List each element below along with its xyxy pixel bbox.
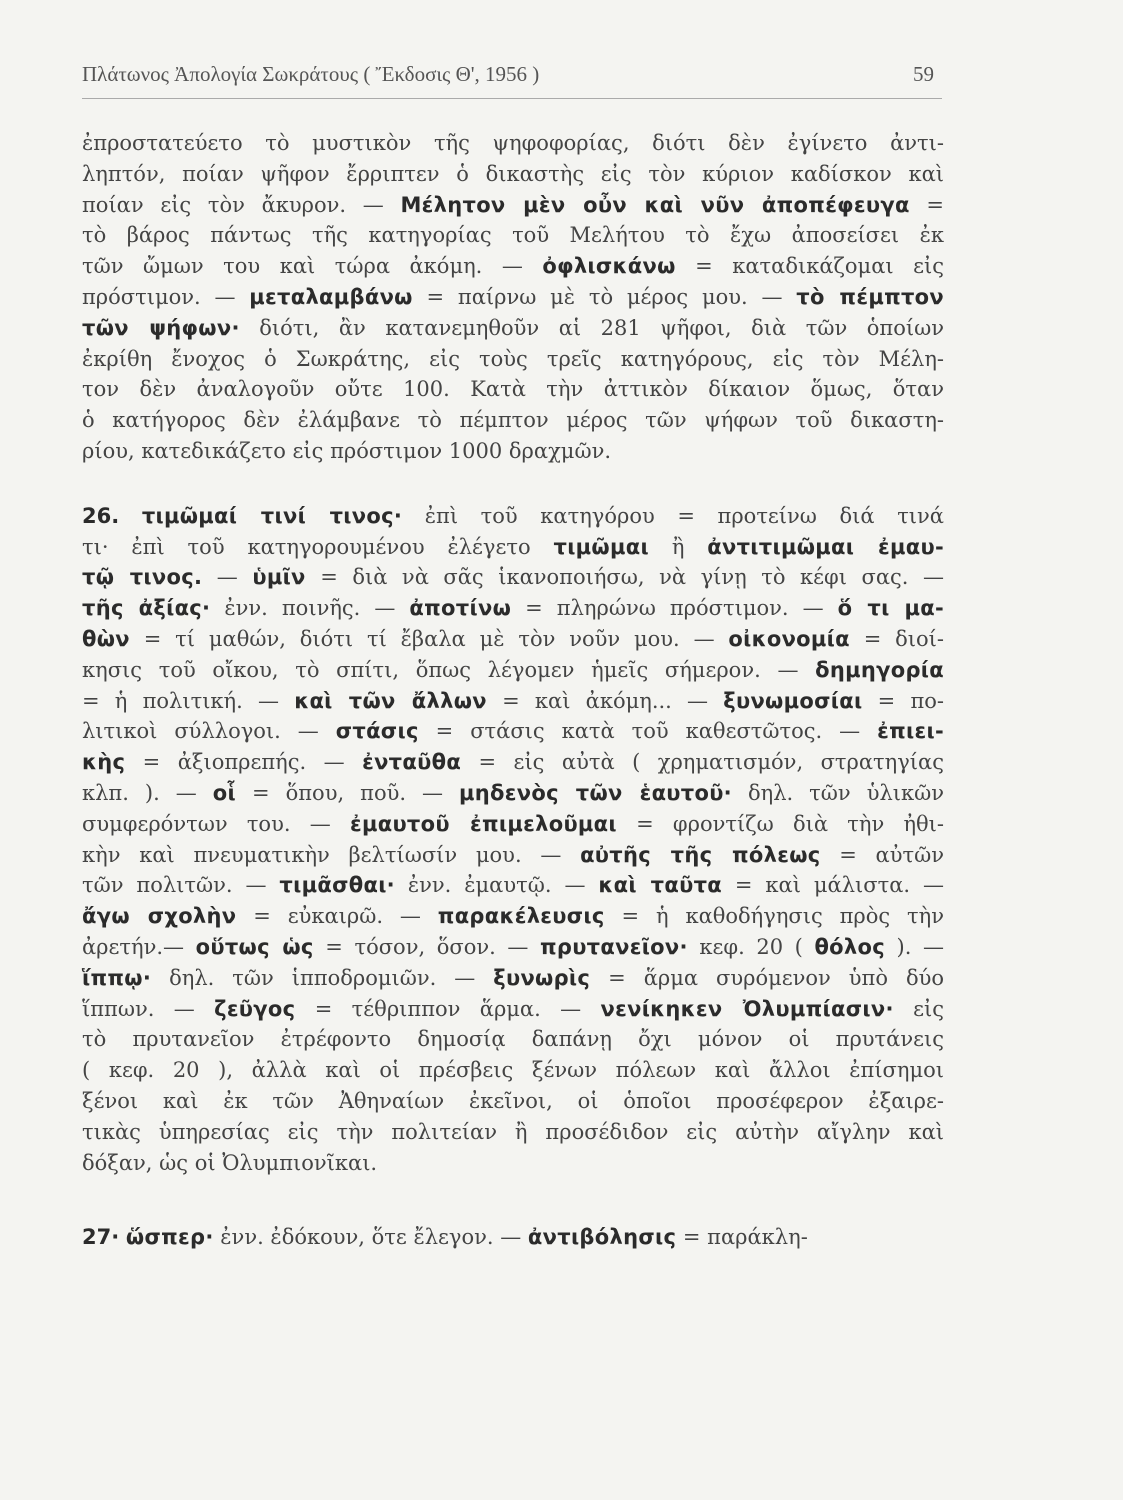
text-line (82, 374, 944, 405)
text-line (82, 1055, 944, 1086)
line-text: = καὶ ἀκόμη... — (486, 688, 724, 713)
line-text: ξένοι καὶ ἐκ τῶν Ἀθηναίων ἐκεῖνοι, οἱ ὁποῖοι προσέφερον ἐξαιρε- (82, 1088, 944, 1113)
line-text: = διὰ νὰ σᾶς ἱκανοποιήσω, νὰ γίνῃ τὸ κέφι σας. — (305, 565, 944, 590)
lemma-term: θὼν (82, 626, 130, 651)
text-line (82, 840, 944, 871)
line-text: συμφερόντων του. — (82, 811, 350, 836)
line-text: = ἅρμα συρόμενον ὑπὸ δύο (590, 965, 945, 990)
line-text: ἵππων. — (82, 996, 215, 1021)
lemma-term: ὥσπερ· (125, 1225, 214, 1250)
line-text: = εὐκαιρῶ. — (236, 904, 438, 929)
line-text: ποίαν εἰς τὸν ἄκυρον. — (82, 192, 401, 217)
line-text: δηλ. τῶν ἱπποδρομιῶν. — (151, 965, 494, 990)
lemma-term: οἷ (212, 780, 237, 805)
line-text: ἢ (648, 534, 708, 559)
line-text: = ἡ καθοδήγησις πρὸς τὴν (604, 904, 944, 929)
lemma-term: ἐμαυτοῦ ἐπιμελοῦμαι (349, 811, 617, 836)
header-rule (82, 98, 942, 99)
line-text: = τί μαθών, διότι τί ἔβαλα μὲ τὸν νοῦν μου. — (129, 626, 729, 651)
line-text: = αὐτῶν (820, 842, 944, 867)
line-text: ἐπροστατεύετο τὸ μυστικὸν τῆς ψηφοφορίας, διότι δὲν ἐγίνετο ἀντι- (82, 131, 944, 155)
line-text: τὸ βάρος πάντως τῆς κατηγορίας τοῦ Μελήτου τὸ ἔχω ἀποσείσει ἐκ (82, 223, 944, 248)
paragraph-26 (82, 501, 944, 1179)
lemma-term: ἀποτίνω (409, 596, 512, 621)
line-text: = καταδικάζομαι εἰς (675, 254, 944, 279)
lemma-term: τῆς ἀξίας· (82, 596, 211, 621)
text-line (82, 1024, 944, 1055)
line-text: ). — (884, 934, 945, 959)
lemma-term: αὐτῆς τῆς πόλεως (580, 842, 821, 867)
line-text: κεφ. 20 ( (687, 934, 815, 959)
lemma-term: δημηγορία (815, 657, 944, 682)
text-line (82, 159, 944, 190)
line-text: τον δὲν ἀναλογοῦν οὔτε 100. Κατὰ τὴν ἀττικὸν δίκαιον ὅμως, ὅταν (82, 377, 944, 402)
line-text: = (909, 192, 945, 217)
lemma-term: ἀντιβόλησις (527, 1225, 677, 1250)
text-line (82, 190, 944, 221)
lemma-term: μηδενὸς τῶν ἑαυτοῦ· (459, 780, 732, 805)
line-text: = πληρώνω πρόστιμον. — (511, 596, 838, 621)
text-line (82, 1117, 944, 1148)
lemma-term: θόλος (814, 934, 885, 959)
line-text: ληπτόν, ποίαν ψῆφον ἔρριπτεν ὁ δικαστὴς εἰς τὸν κύριον καδίσκον καὶ (82, 161, 944, 186)
line-text: = στάσις κατὰ τοῦ καθεστῶτος. — (418, 719, 878, 744)
lemma-term: τιμῶμαι (553, 534, 649, 559)
text-line (82, 994, 944, 1025)
text-line (82, 686, 944, 717)
lemma-term: παρακέλευσις (437, 904, 605, 929)
running-title: Πλάτωνος Ἀπολογία Σωκράτους ( Ἔκδοσις Θ', 1956 ) (82, 62, 540, 86)
text-line (82, 220, 944, 251)
lemma-term: μεταλαμβάνω (249, 284, 413, 309)
line-text: = τέθριππον ἅρμα. — (295, 996, 601, 1021)
lemma-term: ἵππῳ· (82, 965, 152, 990)
lemma-term: ὀφλισκάνω (542, 254, 676, 279)
lemma-term: τιμῶμαί τινί τινος· (141, 503, 403, 528)
line-text: εἰς (893, 996, 944, 1021)
text-line (82, 624, 944, 655)
line-text: ἐνν. ἐμαυτῷ. — (394, 873, 599, 898)
text-line (82, 532, 944, 563)
line-text: ἐκρίθη ἔνοχος ὁ Σωκράτης, εἰς τοὺς τρεῖς κατηγόρους, εἰς τὸν Μέλη- (82, 346, 944, 371)
lemma-term: ὅ τι μα- (837, 596, 945, 621)
line-text: = παίρνω μὲ τὸ μέρος μου. — (412, 284, 797, 309)
text-line (82, 405, 944, 436)
lemma-term: ἄγω σχολὴν (82, 904, 237, 929)
text-line (82, 747, 944, 778)
line-text: = τόσον, ὅσον. — (313, 934, 540, 959)
text-line (82, 932, 944, 963)
lemma-term: τὸ πέμπτον (796, 284, 945, 309)
line-text: κλπ. ). — (82, 780, 213, 805)
line-text: τικὰς ὑπηρεσίας εἰς τὴν πολιτείαν ἢ προσέδιδον εἰς αὐτὴν αἴγλην καὶ (82, 1119, 944, 1144)
section-number: 27· (82, 1225, 120, 1250)
text-line (82, 344, 944, 375)
paragraph-continuation (82, 128, 944, 467)
lemma-term: ὑμῖν (252, 565, 306, 590)
line-text: = ἀξιοπρεπής. — (125, 750, 363, 775)
line-text (119, 504, 142, 528)
line-text: = καὶ μάλιστα. — (722, 873, 944, 898)
text-line (82, 562, 944, 593)
line-text: τὸ πρυτανεῖον ἐτρέφοντο δημοσίᾳ δαπάνῃ ὄχι μόνον οἱ πρυτάνεις (82, 1027, 944, 1052)
line-text: ἀρετήν.— (82, 934, 196, 959)
line-text: — (202, 565, 253, 590)
lemma-term: οὕτως ὡς (195, 934, 314, 959)
line-text: πρόστιμον. — (82, 284, 250, 309)
text-line (82, 1086, 944, 1117)
page-body (82, 128, 944, 1253)
text-line (82, 251, 944, 282)
lemma-term: ἐπιει- (877, 719, 945, 744)
line-text: κὴν καὶ πνευματικὴν βελτίωσίν μου. — (82, 842, 581, 867)
lemma-term: τῶν ψήφων· (82, 315, 240, 340)
text-line (82, 655, 944, 686)
text-line (82, 436, 944, 467)
lemma-term: ἐνταῦθα (362, 750, 462, 775)
lemma-term: κὴς (82, 750, 126, 775)
line-text: = διοί- (849, 626, 945, 651)
lemma-term: στάσις (335, 719, 419, 744)
line-text: τι· ἐπὶ τοῦ κατηγορουμένου ἐλέγετο (82, 534, 554, 559)
section-number: 26. (82, 503, 120, 528)
text-line (82, 716, 944, 747)
line-text: = εἰς αὐτὰ ( χρηματισμόν, στρατηγίας (461, 750, 944, 775)
running-header (82, 62, 934, 87)
lemma-term: οἰκονομία (728, 626, 850, 651)
lemma-term: ζεῦγος (214, 996, 296, 1021)
lemma-term: καὶ τῶν ἄλλων (294, 688, 487, 713)
lemma-term: καὶ ταῦτα (598, 873, 723, 898)
line-text: ρίου, κατεδικάζετο εἰς πρόστιμον 1000 δραχμῶν. (82, 438, 612, 463)
lemma-term: ἀντιτιμῶμαι ἐμαυ- (707, 534, 944, 559)
line-text: = παράκλη- (676, 1225, 808, 1250)
paragraph-27 (82, 1222, 944, 1253)
text-line (82, 313, 944, 344)
lemma-term: τῷ τινος. (82, 565, 203, 590)
line-text: δηλ. τῶν ὑλικῶν (731, 780, 945, 805)
line-text: δόξαν, ὡς οἱ Ὀλυμπιονῖκαι. (82, 1150, 378, 1175)
line-text: κησις τοῦ οἴκου, τὸ σπίτι, ὅπως λέγομεν ἡμεῖς σήμερον. — (82, 657, 816, 682)
text-line (82, 593, 944, 624)
line-text: λιτικοὶ σύλλογοι. — (82, 719, 336, 744)
line-text: = ἡ πολιτική. — (82, 688, 295, 713)
lemma-term: πρυτανεῖον· (539, 934, 688, 959)
line-text: ἐνν. ἐδόκουν, ὅτε ἔλεγον. — (213, 1225, 528, 1250)
line-text: = ὅπου, ποῦ. — (236, 780, 460, 805)
text-line (82, 1222, 944, 1253)
lemma-term: ξυνωρὶς (493, 965, 591, 990)
lemma-term: ξυνωμοσίαι (723, 688, 863, 713)
lemma-term: τιμᾶσθαι· (279, 873, 395, 898)
text-line (82, 501, 944, 532)
page-number: 59 (913, 62, 934, 86)
line-text (119, 1225, 126, 1249)
lemma-term: Μέλητον μὲν οὖν καὶ νῦν ἀποπέφευγα (400, 192, 910, 217)
text-line (82, 901, 944, 932)
line-text: ὁ κατήγορος δὲν ἐλάμβανε τὸ πέμπτον μέρος τῶν ψήφων τοῦ δικαστη- (82, 408, 944, 433)
line-text: ἐνν. ποινῆς. — (210, 596, 410, 621)
line-text: ( κεφ. 20 ), ἀλλὰ καὶ οἱ πρέσβεις ξένων πόλεων καὶ ἄλλοι ἐπίσημοι (82, 1058, 944, 1083)
line-text: τῶν ὤμων του καὶ τώρα ἀκόμη. — (82, 254, 543, 279)
text-line (82, 282, 944, 313)
text-line (82, 1148, 944, 1179)
lemma-term: νενίκηκεν Ὀλυμπίασιν· (600, 996, 894, 1021)
line-text: ἐπὶ τοῦ κατηγόρου = προτείνω διά τινά (402, 503, 944, 528)
line-text: = φροντίζω διὰ τὴν ἠθι- (616, 811, 944, 836)
text-line (82, 778, 944, 809)
text-line (82, 809, 944, 840)
line-text: = πο- (862, 688, 944, 713)
line-text: διότι, ἂν κατανεμηθοῦν αἱ 281 ψῆφοι, διὰ τῶν ὁποίων (239, 315, 945, 340)
line-text: τῶν πολιτῶν. — (82, 873, 280, 898)
text-line (82, 963, 944, 994)
text-line (82, 128, 944, 159)
text-line (82, 870, 944, 901)
